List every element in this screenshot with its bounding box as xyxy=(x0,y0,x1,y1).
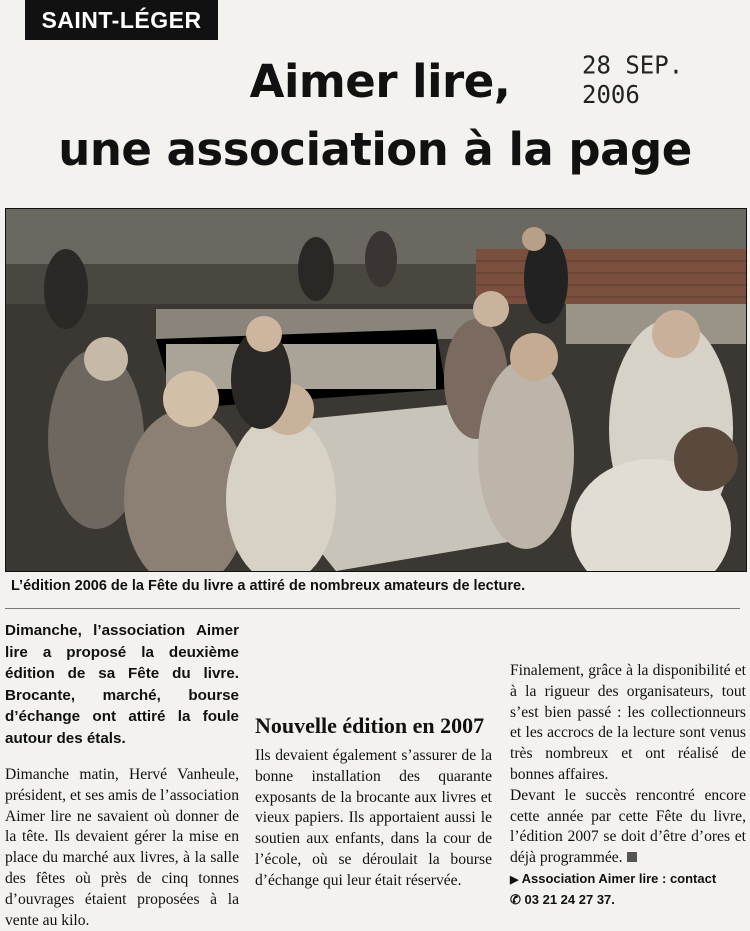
article-column-1 xyxy=(5,620,239,931)
end-mark-icon xyxy=(627,852,637,862)
article-subhead: Nouvelle édition en 2007 xyxy=(255,713,485,738)
article-paragraph-2: Ils devaient également s’assurer de la bonne installation des quarante exposants de la brocante aux livres et vieux papiers. Ils apportaient aussi le soutien aux enfants, dans la cour de l’école, où se déroulait la bourse d’échange qui leur était réservée. xyxy=(255,747,492,889)
arrow-right-icon: ▶ xyxy=(510,873,519,886)
article-column-2 xyxy=(255,620,492,892)
article-paragraph-3: Finalement, grâce à la disponibilité et à la rigueur des organisateurs, tout s’est bien passé : les collectionneurs et les accrocs de la lecture sont venus très nombreux et ont réalisé de bonnes affaires. xyxy=(510,662,746,783)
article-photo xyxy=(5,208,747,572)
contact-label: Association Aimer lire : contact xyxy=(521,870,717,886)
contact-phone: 03 21 24 27 37. xyxy=(524,891,615,907)
date-stamp: 28 SEP. 2006 xyxy=(582,50,684,110)
article-column-3 xyxy=(510,620,746,909)
caption-divider xyxy=(5,608,740,609)
section-rubric: SAINT-LÉGER xyxy=(25,0,218,40)
article-contact xyxy=(510,869,746,909)
article-lead: Dimanche, l’association Aimer lire a proposé la deuxième édition de sa Fête du livre. Brocante, marché, bourse d’échange ont attiré la foule autour des étals. xyxy=(5,622,239,747)
headline-line-1: Aimer lire, xyxy=(249,55,511,108)
article-paragraph-1: Dimanche matin, Hervé Vanheule, président, et ses amis de l’association Aimer lire ne savaient où donner de la tête. Ils devaient gérer la mise en place du marché aux livres, à la salle des fêtes où près de cinq tonnes d’ouvrages étaient proposées à la vente au kilo. xyxy=(5,766,239,929)
article-paragraph-4 xyxy=(510,786,746,869)
phone-icon: ✆ xyxy=(510,891,521,907)
photo-caption: L’édition 2006 de la Fête du livre a attiré de nombreux amateurs de lecture. xyxy=(11,578,526,594)
headline-line-2: une association à la page xyxy=(58,123,692,176)
paragraph-4-text: Devant le succès rencontré encore cette année par cette Fête du livre, l’édition 2007 se doit d’être d’ores et déjà programmée. xyxy=(510,786,746,867)
book-fair-photo-illustration xyxy=(6,209,746,571)
